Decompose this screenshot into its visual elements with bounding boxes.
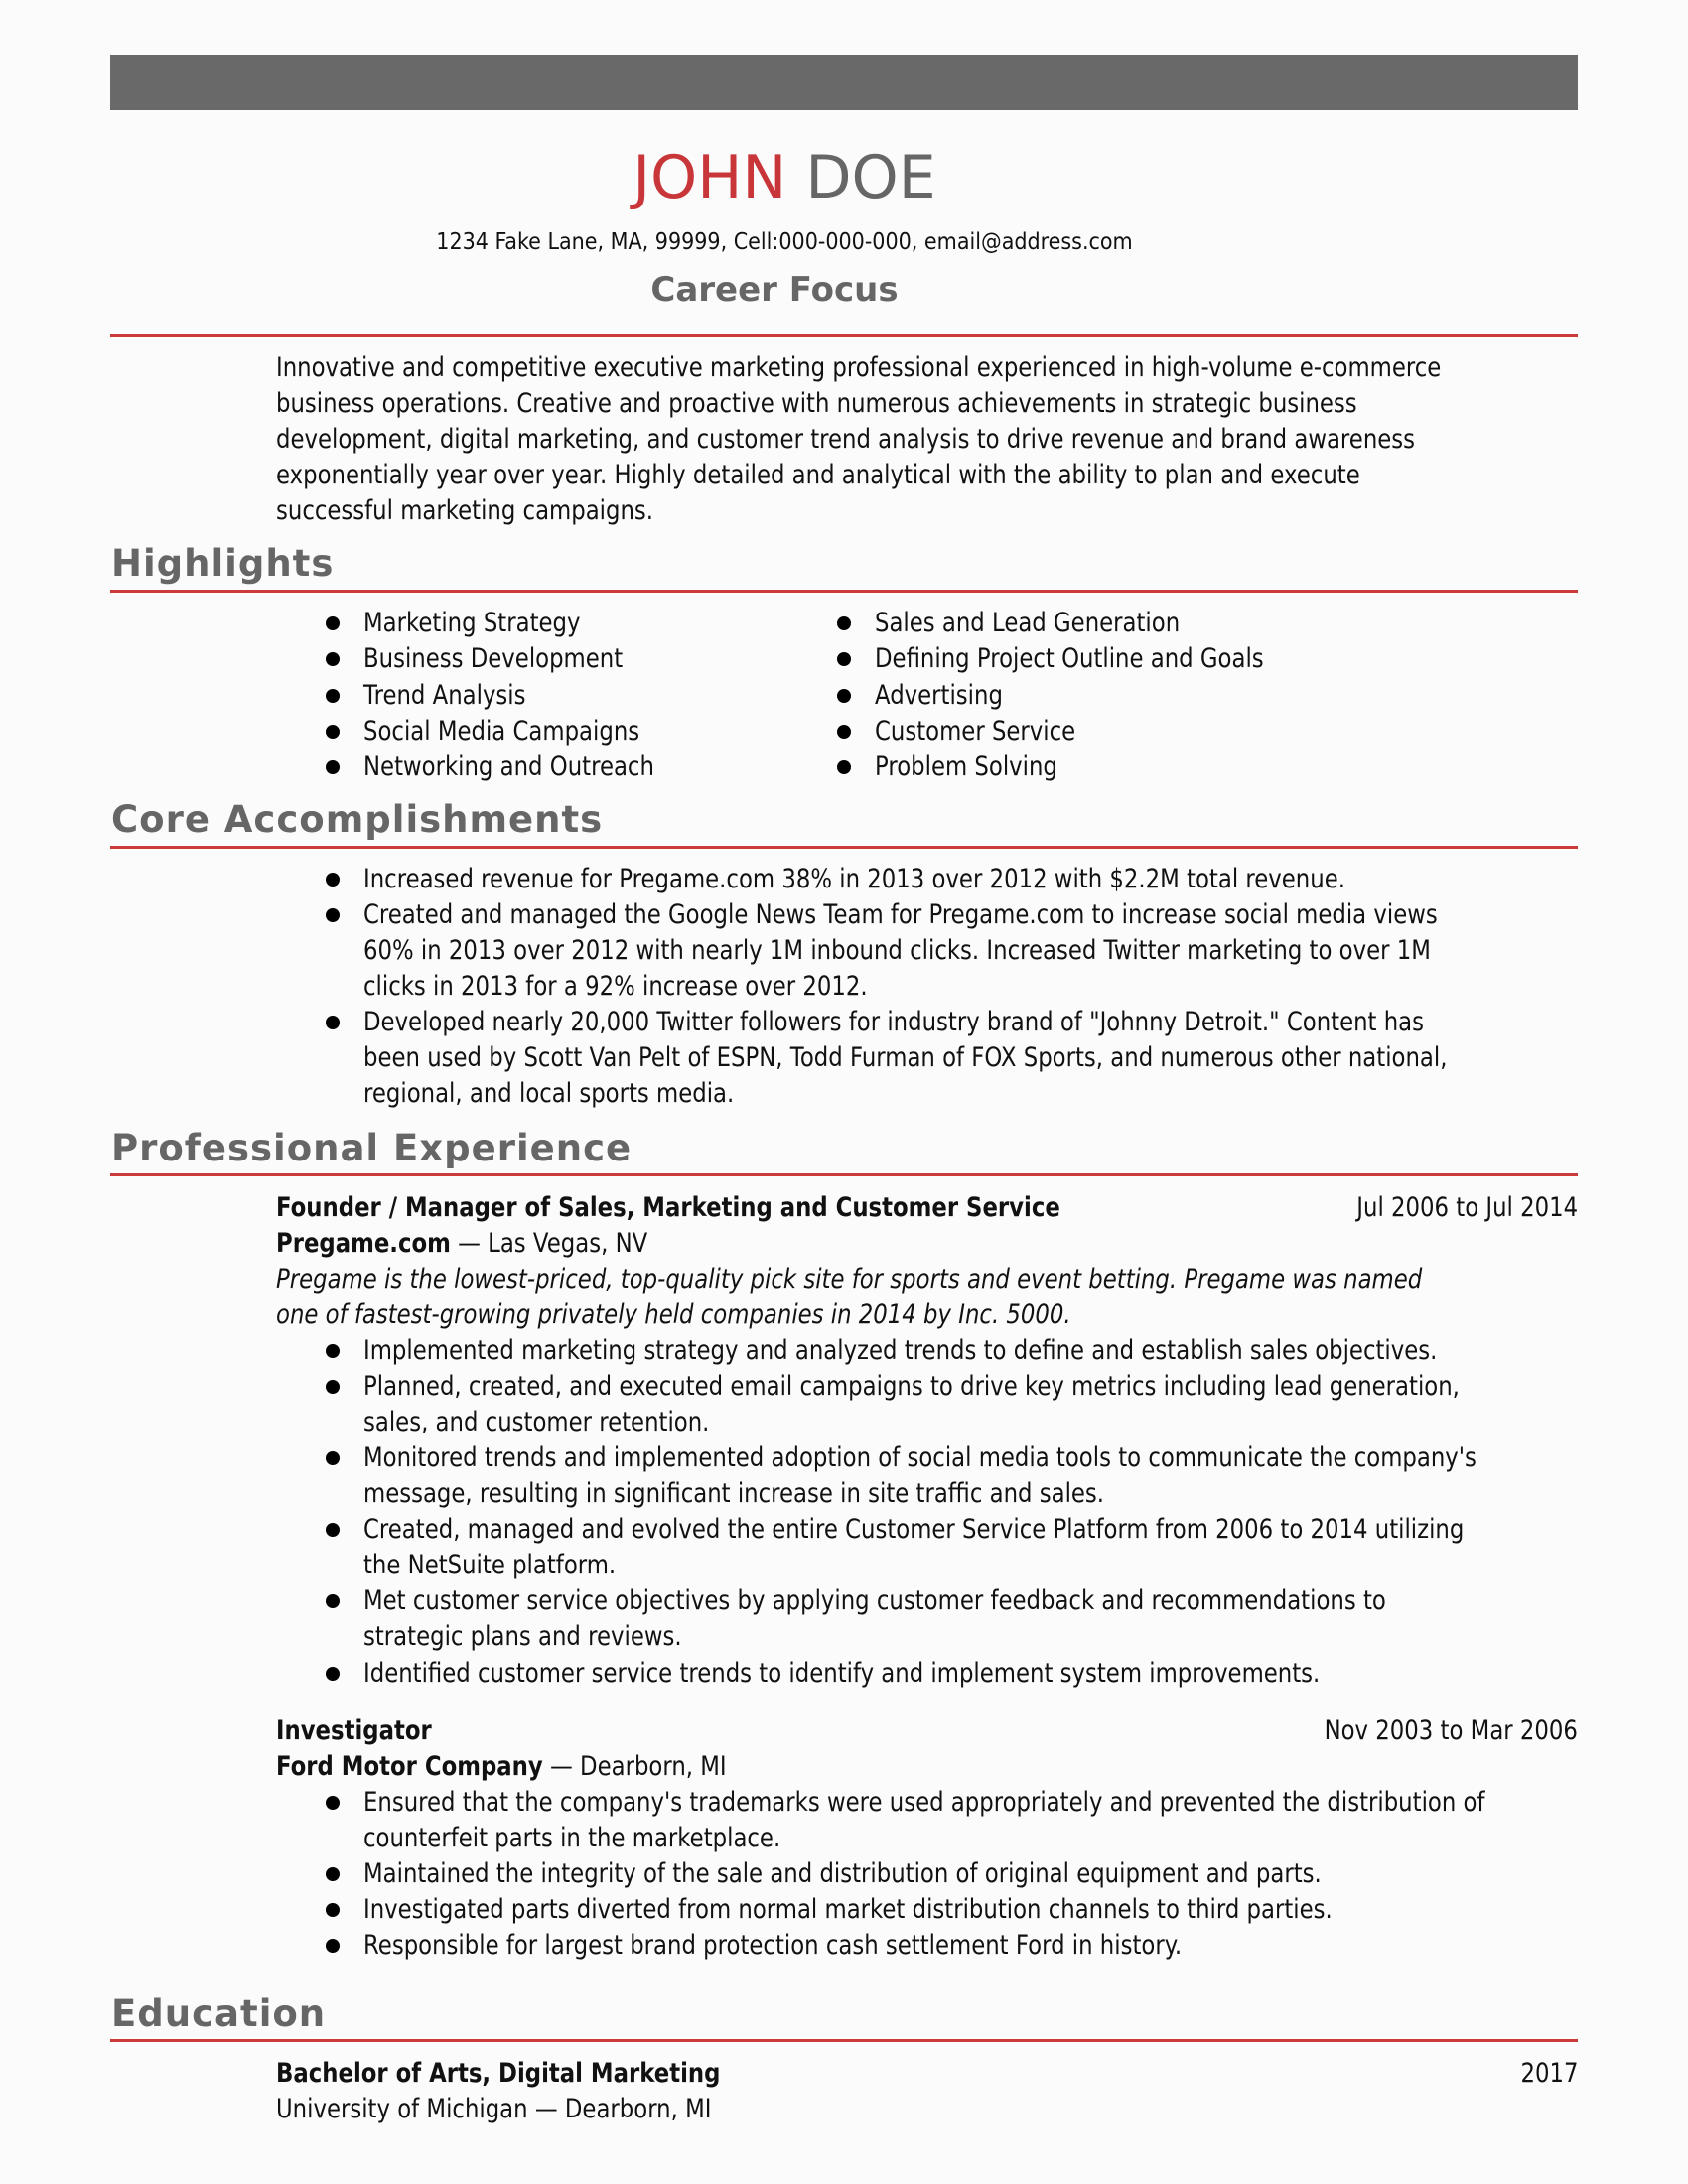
graduation-year: 2017 [1519, 2058, 1578, 2089]
bullet-icon [326, 652, 340, 666]
job-bullet-line: counterfeit parts in the marketplace. [363, 1823, 781, 1853]
highlight-item: Problem Solving [875, 750, 1087, 785]
bullet-icon [837, 616, 851, 630]
job-title: Investigator [276, 1715, 432, 1746]
bullet-icon [326, 1796, 340, 1810]
job-title: Founder / Manager of Sales, Marketing and Customer Service [276, 1192, 1060, 1223]
accomplishments-heading: Core Accomplishments [111, 798, 604, 841]
highlight-item: Trend Analysis [363, 678, 552, 714]
education-heading: Education [111, 1992, 327, 2035]
company-location: — Las Vegas, NV [450, 1228, 648, 1259]
bullet-icon [326, 616, 340, 630]
divider [110, 334, 1578, 337]
highlight-item: Business Development [363, 641, 665, 677]
company-name: Pregame.com [276, 1228, 451, 1259]
summary-line: exponentially year over year. Highly detailed and analytical with the ability to plan and execute [276, 460, 1360, 490]
company-description: one of fastest-growing privately held companies in 2014 by Inc. 5000. [276, 1299, 1071, 1330]
last-name: DOE [805, 143, 936, 212]
bullet-icon [326, 1667, 340, 1681]
bullet-icon [326, 1523, 340, 1537]
highlights-heading: Highlights [111, 542, 335, 585]
bullet-icon [326, 1016, 340, 1029]
job-dates: Nov 2003 to Mar 2006 [1324, 1715, 1578, 1746]
job-bullet: Maintained the integrity of the sale and distribution of original equipment and parts. [363, 1856, 1477, 1892]
job-company-line [276, 1749, 1578, 1785]
job-header [276, 1190, 1578, 1226]
accomplishment-item: Created and managed the Google News Team for Pregame.com to increase social media views [363, 897, 1613, 933]
bullet-icon [837, 725, 851, 739]
bullet-icon [326, 1939, 340, 1953]
accomplishment-line: 60% in 2013 over 2012 with nearly 1M inbound clicks. Increased Twitter marketing to over 1M [363, 935, 1431, 966]
bullet-icon [837, 689, 851, 703]
highlight-item: Social Media Campaigns [363, 714, 684, 750]
job-bullet: Met customer service objectives by applying customer feedback and recommendations to [363, 1583, 1552, 1619]
summary-paragraph [276, 350, 1587, 529]
experience-heading: Professional Experience [111, 1127, 633, 1169]
job-header [276, 1713, 1578, 1749]
company-name: Ford Motor Company [276, 1751, 543, 1782]
divider [110, 846, 1578, 849]
job-bullet: Identified customer service trends to identify and implement system improvements. [363, 1656, 1476, 1692]
school-line [276, 2092, 1578, 2127]
contact-info: 1234 Fake Lane, MA, 99999, Cell:000-000-000, email@address.com [436, 229, 1133, 255]
header-bar [110, 55, 1578, 110]
summary-line: Innovative and competitive executive marketing professional experienced in high-volume e-commerce [276, 352, 1442, 383]
degree: Bachelor of Arts [276, 2058, 483, 2089]
divider [110, 2039, 1578, 2042]
bullet-icon [326, 1867, 340, 1881]
degree-field: , Digital Marketing [482, 2058, 721, 2089]
divider [110, 590, 1578, 593]
job-bullet: Ensured that the company's trademarks were used appropriately and prevented the distribution of [363, 1785, 1667, 1821]
accomplishment-item: Increased revenue for Pregame.com 38% in 2013 over 2012 with $2.2M total revenue. [363, 862, 1505, 897]
divider [110, 1173, 1578, 1176]
bullet-icon [326, 1903, 340, 1917]
bullet-icon [326, 760, 340, 774]
highlight-item: Networking and Outreach [363, 750, 702, 785]
highlight-item: Customer Service [875, 714, 1108, 750]
summary-line: successful marketing campaigns. [276, 495, 654, 526]
bullet-icon [326, 1380, 340, 1394]
job-bullet-line: strategic plans and reviews. [363, 1621, 682, 1652]
bullet-icon [837, 652, 851, 666]
accomplishment-line: regional, and local sports media. [363, 1078, 735, 1109]
bullet-icon [326, 873, 340, 887]
job-bullet: Monitored trends and implemented adoption of social media tools to communicate the company's [363, 1440, 1657, 1476]
bullet-icon [837, 760, 851, 774]
job-bullet: Planned, created, and executed email campaigns to drive key metrics including lead generation, [363, 1369, 1638, 1405]
job-bullet: Created, managed and evolved the entire Customer Service Platform from 2006 to 2014 utilizing [363, 1512, 1643, 1548]
bullet-icon [326, 725, 340, 739]
company-description: Pregame is the lowest-priced, top-quality pick site for sports and event betting. Pregame was named [276, 1264, 1423, 1295]
first-name: JOHN [633, 143, 787, 212]
job-bullet: Investigated parts diverted from normal market distribution channels to third parties. [363, 1892, 1490, 1928]
bullet-icon [326, 1344, 340, 1358]
highlight-item: Defining Project Outline and Goals [875, 641, 1327, 677]
bullet-icon [326, 689, 340, 703]
summary-line: development, digital marketing, and customer trend analysis to drive revenue and brand awareness [276, 424, 1416, 455]
education-header [276, 2056, 1578, 2092]
candidate-name [0, 143, 1569, 212]
job-bullet-line: message, resulting in significant increase in site traffic and sales. [363, 1478, 1105, 1509]
job-company-line [276, 1226, 1578, 1262]
summary-line: business operations. Creative and proactive with numerous achievements in strategic business [276, 388, 1357, 419]
bullet-icon [326, 1451, 340, 1465]
school-name: University of Michigan — Dearborn, MI [276, 2094, 712, 2124]
accomplishment-item: Developed nearly 20,000 Twitter followers for industry brand of "Johnny Detroit." Content has [363, 1005, 1597, 1040]
accomplishment-line: clicks in 2013 for a 92% increase over 2012. [363, 971, 868, 1002]
career-focus-heading: Career Focus [650, 270, 899, 310]
job-bullet: Implemented marketing strategy and analyzed trends to define and establish sales objectives. [363, 1333, 1612, 1369]
highlight-item: Sales and Lead Generation [875, 606, 1229, 641]
job-bullet-line: sales, and customer retention. [363, 1407, 710, 1437]
bullet-icon [326, 1594, 340, 1608]
highlight-item: Marketing Strategy [363, 606, 616, 641]
job-dates: Jul 2006 to Jul 2014 [1356, 1192, 1578, 1223]
bullet-icon [326, 908, 340, 922]
job-bullet-line: the NetSuite platform. [363, 1550, 617, 1580]
highlight-item: Advertising [875, 678, 1024, 714]
company-location: — Dearborn, MI [542, 1751, 727, 1782]
accomplishment-line: been used by Scott Van Pelt of ESPN, Todd Furman of FOX Sports, and numerous other national, [363, 1042, 1448, 1073]
job-bullet: Responsible for largest brand protection cash settlement Ford in history. [363, 1928, 1315, 1964]
